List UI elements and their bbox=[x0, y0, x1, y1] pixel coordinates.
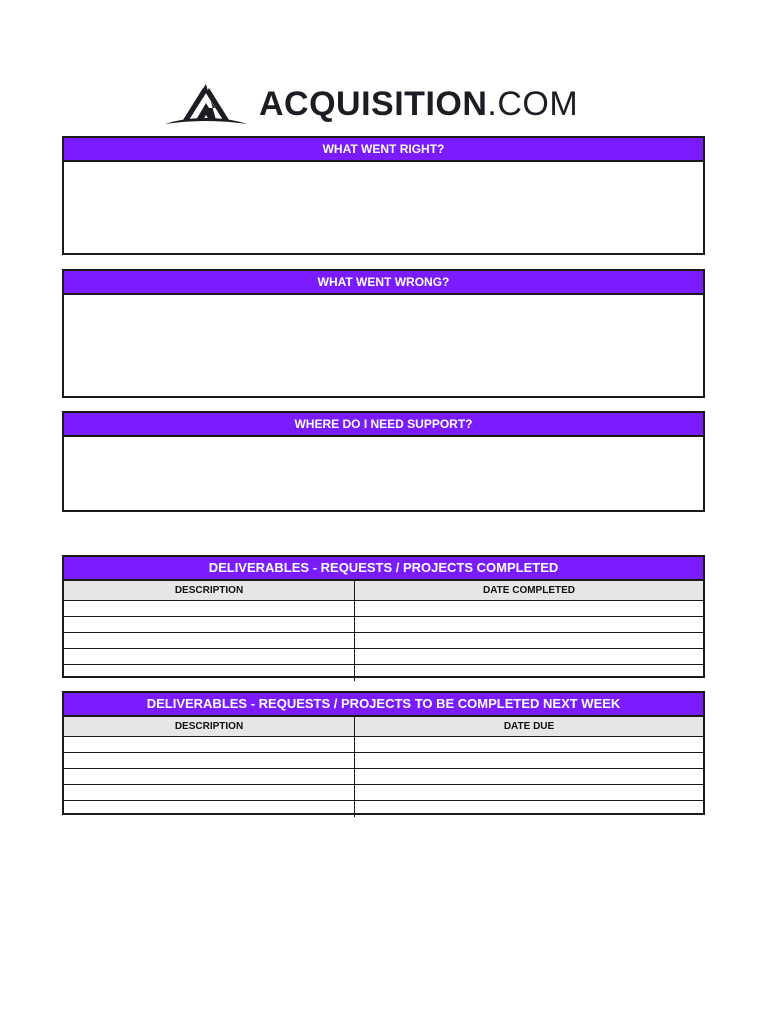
what-went-wrong-header: WHAT WENT WRONG? bbox=[64, 271, 703, 295]
table-row bbox=[64, 737, 703, 753]
logo-wordmark bbox=[259, 84, 578, 124]
date-cell[interactable] bbox=[355, 633, 703, 648]
next-week-table bbox=[62, 691, 705, 815]
completed-table-title: DELIVERABLES - REQUESTS / PROJECTS COMPLETED bbox=[64, 557, 703, 581]
description-cell[interactable] bbox=[64, 633, 355, 648]
table-row bbox=[64, 801, 703, 817]
description-cell[interactable] bbox=[64, 753, 355, 768]
date-cell[interactable] bbox=[355, 769, 703, 784]
what-went-wrong-box[interactable] bbox=[62, 269, 705, 398]
description-cell[interactable] bbox=[64, 665, 355, 681]
date-cell[interactable] bbox=[355, 737, 703, 752]
logo-brand: ACQUISITION bbox=[259, 85, 488, 123]
date-cell[interactable] bbox=[355, 785, 703, 800]
support-box[interactable] bbox=[62, 411, 705, 512]
description-cell[interactable] bbox=[64, 801, 355, 817]
table-row bbox=[64, 617, 703, 633]
table-row bbox=[64, 665, 703, 681]
table-row bbox=[64, 753, 703, 769]
description-cell[interactable] bbox=[64, 785, 355, 800]
table-row bbox=[64, 769, 703, 785]
table-row bbox=[64, 633, 703, 649]
description-cell[interactable] bbox=[64, 769, 355, 784]
support-header: WHERE DO I NEED SUPPORT? bbox=[64, 413, 703, 437]
description-cell[interactable] bbox=[64, 737, 355, 752]
completed-table bbox=[62, 555, 705, 678]
date-cell[interactable] bbox=[355, 617, 703, 632]
acquisition-logo bbox=[163, 80, 603, 130]
date-cell[interactable] bbox=[355, 753, 703, 768]
what-went-right-box[interactable] bbox=[62, 136, 705, 255]
date-cell[interactable] bbox=[355, 601, 703, 616]
mountain-a-icon bbox=[163, 82, 249, 126]
table-row bbox=[64, 785, 703, 801]
date-cell[interactable] bbox=[355, 649, 703, 664]
description-cell[interactable] bbox=[64, 601, 355, 616]
date-completed-column-header: DATE COMPLETED bbox=[482, 585, 576, 596]
date-due-column-header: DATE DUE bbox=[503, 721, 555, 732]
next-week-table-title: DELIVERABLES - REQUESTS / PROJECTS TO BE COMPLETED NEXT WEEK bbox=[64, 693, 703, 717]
logo-suffix: .COM bbox=[487, 85, 579, 123]
table-row bbox=[64, 649, 703, 665]
table-row bbox=[64, 601, 703, 617]
what-went-right-header: WHAT WENT RIGHT? bbox=[64, 138, 703, 162]
next-week-table-header bbox=[64, 717, 703, 737]
description-column-header: DESCRIPTION bbox=[64, 581, 355, 600]
description-cell[interactable] bbox=[64, 617, 355, 632]
date-cell[interactable] bbox=[355, 665, 703, 681]
description-column-header: DESCRIPTION bbox=[64, 717, 355, 736]
date-cell[interactable] bbox=[355, 801, 703, 817]
completed-table-header bbox=[64, 581, 703, 601]
description-cell[interactable] bbox=[64, 649, 355, 664]
